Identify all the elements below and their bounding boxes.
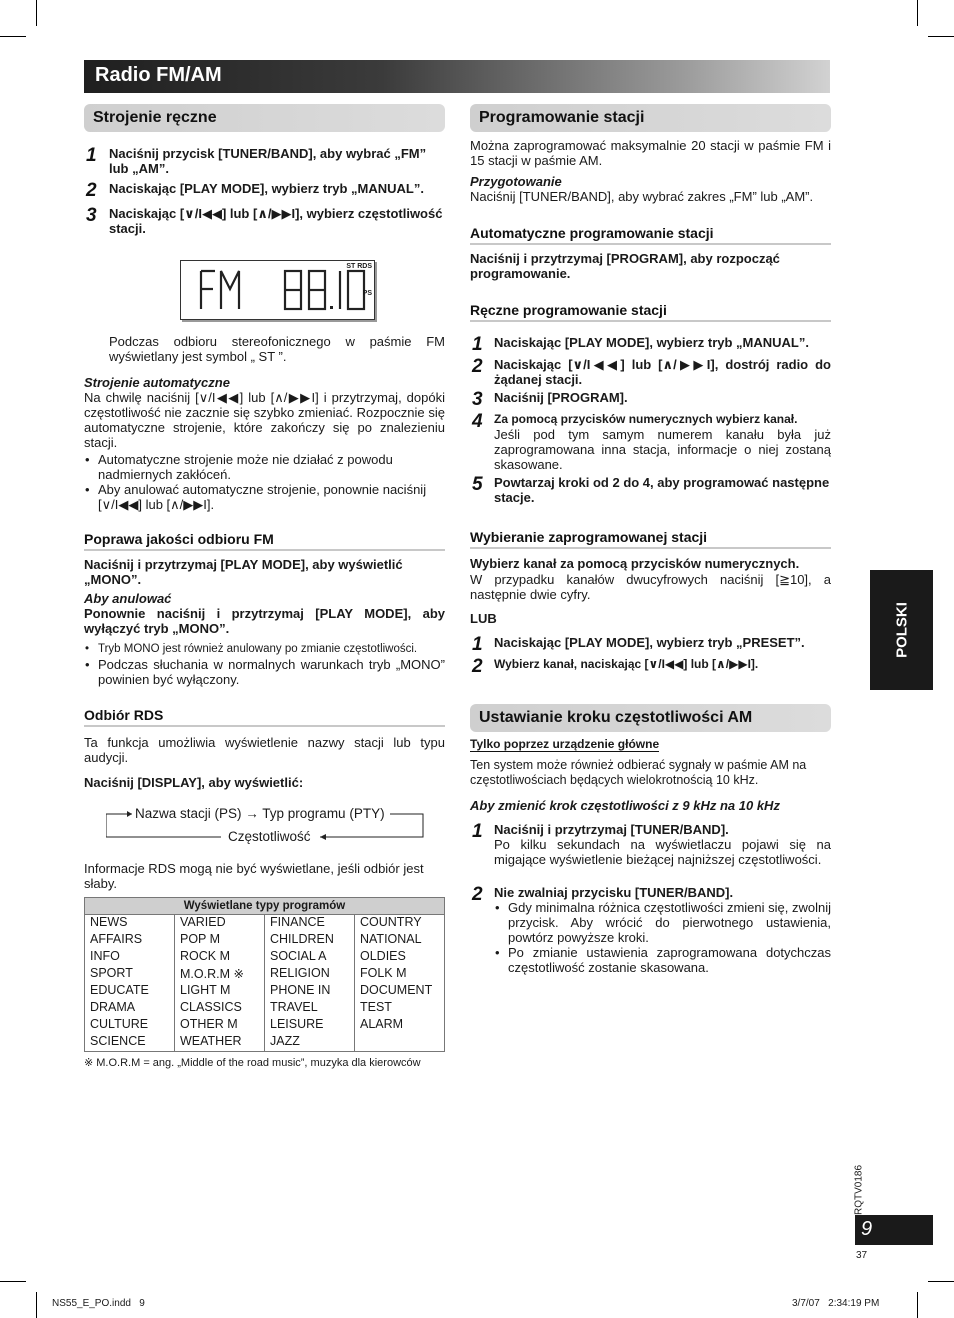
list-item: • Gdy minimalna różnica częstotliwości zmieni się, zwolnij przycisk. Aby wrócić do pierwotnego ustawienia, powtórz powyższe kroki. xyxy=(508,900,831,945)
step-text: Nie zwalniaj przycisku [TUNER/BAND]. xyxy=(494,885,734,900)
step-number: 1 xyxy=(472,821,483,842)
language-tab: POLSKI xyxy=(870,570,933,690)
prep-heading: Przygotowanie xyxy=(470,174,562,189)
step-text: Naciśnij i przytrzymaj [TUNER/BAND]. xyxy=(494,822,729,837)
page-sub-number: 37 xyxy=(856,1250,868,1261)
list-item: • Aby anulować automatyczne strojenie, ponownie naciśnij [∨/I◀◀] lub [∧/▶▶I]. xyxy=(98,482,445,512)
table-cell: LEISURE xyxy=(265,1017,355,1034)
table-row xyxy=(85,932,445,949)
table-cell: LIGHT M xyxy=(175,983,265,1000)
table-cell: FINANCE xyxy=(265,915,355,933)
table-cell: INFO xyxy=(85,949,175,966)
am-step-intro: Ten system może również odbierać sygnały w paśmie AM na częstotliwościach będących wielokrotnością 10 kHz. xyxy=(470,758,807,787)
list-item: • Tryb MONO jest również anulowany po zmianie częstotliwości. xyxy=(98,642,445,657)
step-number: 1 xyxy=(472,634,483,655)
table-cell: OTHER M xyxy=(175,1017,265,1034)
fm-quality-bullets xyxy=(84,642,445,687)
table-cell: DRAMA xyxy=(85,1000,175,1017)
am-step-bullets xyxy=(494,900,831,975)
table-cell: CLASSICS xyxy=(175,1000,265,1017)
page-number-box xyxy=(855,1215,933,1245)
table-row xyxy=(85,949,445,966)
table-cell: ALARM xyxy=(355,1017,445,1034)
table-cell: COUNTRY xyxy=(355,915,445,933)
table-cell: AFFAIRS xyxy=(85,932,175,949)
select-station-heading: Wybieranie zaprogramowanej stacji xyxy=(470,529,831,549)
table-cell: JAZZ xyxy=(265,1034,355,1052)
flow-top-label: Nazwa stacji (PS) → Typ programu (PTY) xyxy=(135,806,385,821)
auto-tuning-bullets xyxy=(84,452,445,512)
list-item: • Automatyczne strojenie może nie działać z powodu nadmiernych zakłóceń. xyxy=(98,452,445,482)
table-cell: VARIED xyxy=(175,915,265,933)
lcd-segments xyxy=(181,261,374,319)
table-row xyxy=(85,966,445,983)
footer-date: 3/7/07 2:34:19 PM xyxy=(792,1298,880,1309)
crop-mark xyxy=(36,0,37,26)
table-cell: POP M xyxy=(175,932,265,949)
crop-mark xyxy=(917,0,918,26)
table-cell: SCIENCE xyxy=(85,1034,175,1052)
step-text: Naciskając [PLAY MODE], wybierz tryb „MANUAL”. xyxy=(494,335,809,350)
step-extra: Jeśli pod tym samym numerem kanału była już zaprogramowana inna stacja, informacje o niej zostaną skasowane. xyxy=(494,427,831,472)
table-row xyxy=(85,1000,445,1017)
step-number: 2 xyxy=(86,180,97,201)
table-cell: PHONE IN xyxy=(265,983,355,1000)
or-label: LUB xyxy=(470,611,497,626)
step-number: 4 xyxy=(472,411,483,432)
doc-code: RQTV0186 xyxy=(853,1164,865,1216)
table-cell: TRAVEL xyxy=(265,1000,355,1017)
table-cell xyxy=(355,1034,445,1052)
program-types-table xyxy=(84,897,445,1052)
table-cell: FOLK M xyxy=(355,966,445,983)
rds-heading: Odbiór RDS xyxy=(84,707,445,727)
crop-mark xyxy=(928,36,954,37)
table-cell: RELIGION xyxy=(265,966,355,983)
table-cell: DOCUMENT xyxy=(355,983,445,1000)
table-row xyxy=(85,983,445,1000)
page-title: Radio FM/AM xyxy=(95,64,222,86)
table-row xyxy=(85,1017,445,1034)
step-text: Naciśnij przycisk [TUNER/BAND], aby wybrać „FM” lub „AM”. xyxy=(109,146,427,176)
lcd-ps: PS xyxy=(362,290,372,297)
flow-bottom-label: Częstotliwość xyxy=(228,829,311,844)
crop-mark xyxy=(36,1292,37,1318)
auto-programming-text: Naciśnij i przytrzymaj [PROGRAM], aby rozpocząć programowanie. xyxy=(470,251,780,281)
list-item: • Po zmianie ustawienia zaprogramowana dotychczas częstotliwość zostanie skasowana. xyxy=(508,945,831,975)
table-cell: EDUCATE xyxy=(85,983,175,1000)
table-cell: M.O.R.M ※ xyxy=(175,966,265,983)
rds-instruction: Naciśnij [DISPLAY], aby wyświetlić: xyxy=(84,775,304,790)
step-number: 5 xyxy=(472,474,483,495)
fm-quality-heading: Poprawa jakości odbioru FM xyxy=(84,531,445,551)
auto-tuning-heading: Strojenie automatyczne xyxy=(84,375,230,390)
step-text: Powtarzaj kroki od 2 do 4, aby programować następne stacje. xyxy=(494,475,830,505)
step-number: 3 xyxy=(86,205,97,226)
step-number: 1 xyxy=(86,145,97,166)
table-cell: NEWS xyxy=(85,915,175,933)
section-heading-am-step: Ustawianie kroku częstotliwości AM xyxy=(470,704,831,732)
crop-mark xyxy=(928,1281,954,1282)
step-text: Naciskając [PLAY MODE], wybierz tryb „PRESET”. xyxy=(494,635,805,650)
auto-programming-heading: Automatyczne programowanie stacji xyxy=(470,225,831,245)
manual-programming-heading: Ręczne programowanie stacji xyxy=(470,302,831,322)
step-text: Wybierz kanał, naciskając [∨/I◀◀] lub [∧/▶▶I]. xyxy=(494,657,759,671)
step-number: 2 xyxy=(472,356,483,377)
section-heading-manual-tuning: Strojenie ręczne xyxy=(84,104,445,132)
step-text: Naciskając [PLAY MODE], wybierz tryb „MANUAL”. xyxy=(109,181,424,196)
cancel-text: Ponownie naciśnij i przytrzymaj [PLAY MODE], aby wyłączyć tryb „MONO”. xyxy=(84,606,445,636)
step-number: 2 xyxy=(472,884,483,905)
list-item: • Podczas słuchania w normalnych warunkach tryb „MONO” powinien być wyłączony. xyxy=(98,657,445,687)
table-cell: WEATHER xyxy=(175,1034,265,1052)
table-cell: SOCIAL A xyxy=(265,949,355,966)
table-header: Wyświetlane typy programów xyxy=(85,898,445,915)
table-cell: ROCK M xyxy=(175,949,265,966)
table-cell: SPORT xyxy=(85,966,175,983)
table-row xyxy=(85,915,445,933)
fm-quality-instruction: Naciśnij i przytrzymaj [PLAY MODE], aby wyświetlić „MONO”. xyxy=(84,557,403,587)
rds-flow-diagram xyxy=(106,805,424,845)
lcd-st-rds: ST RDS xyxy=(346,263,372,270)
step-text: Naciśnij [PROGRAM]. xyxy=(494,390,628,405)
title-banner xyxy=(84,60,830,93)
crop-mark xyxy=(917,1292,918,1318)
stereo-note: Podczas odbioru stereofonicznego w paśmie FM wyświetlany jest symbol „ ST ”. xyxy=(109,334,445,364)
footer-file: NS55_E_PO.indd 9 xyxy=(52,1298,145,1309)
cancel-heading: Aby anulować xyxy=(84,591,172,606)
step-extra: Po kilku sekundach na wyświetlaczu pojawi się na migające wyświetlenie bieżącej najniższej częstotliwości. xyxy=(494,837,831,867)
step-number: 3 xyxy=(472,389,483,410)
prep-text: Naciśnij [TUNER/BAND], aby wybrać zakres „FM” lub „AM”. xyxy=(470,189,814,204)
crop-mark xyxy=(0,1281,26,1282)
lcd-display xyxy=(180,260,375,320)
rds-intro: Ta funkcja umożliwia wyświetlenie nazwy stacji lub typu audycji. xyxy=(84,735,445,765)
table-row xyxy=(85,1034,445,1052)
table-cell: NATIONAL xyxy=(355,932,445,949)
page-number: 9 xyxy=(861,1218,873,1240)
crop-mark xyxy=(0,36,26,37)
rds-note: Informacje RDS mogą nie być wyświetlane, jeśli odbiór jest słaby. xyxy=(84,861,424,891)
select-station-text: Wybierz kanał za pomocą przycisków numerycznych. xyxy=(470,556,800,571)
table-cell: TEST xyxy=(355,1000,445,1017)
programming-intro: Można zaprogramować maksymalnie 20 stacji w paśmie FM i 15 stacji w paśmie AM. xyxy=(470,138,831,168)
change-step-heading: Aby zmienić krok częstotliwości z 9 kHz na 10 kHz xyxy=(470,798,780,813)
only-main-unit: Tylko poprzez urządzenie główne xyxy=(470,737,660,751)
table-cell: CULTURE xyxy=(85,1017,175,1034)
select-station-extra: W przypadku kanałów dwucyfrowych naciśnij [≧10], a następnie dwie cyfry. xyxy=(470,572,831,602)
table-cell: CHILDREN xyxy=(265,932,355,949)
step-text: Naciskając [∨/I◀◀] lub [∧/▶▶I], wybierz częstotliwość stacji. xyxy=(109,206,443,236)
step-text: Za pomocą przycisków numerycznych wybierz kanał. xyxy=(494,412,798,426)
table-footnote: ※ M.O.R.M = ang. „Middle of the road music”, muzyka dla kierowców xyxy=(84,1057,421,1069)
auto-tuning-text: Na chwilę naciśnij [∨/I◀◀] lub [∧/▶▶I] i przytrzymaj, dopóki częstotliwość nie zacznie się szybko zmieniać. Rozpocznie się automatyczne strojenie, które zakończy się po znalezieniu stacji. xyxy=(84,390,445,450)
step-number: 1 xyxy=(472,334,483,355)
table-cell: OLDIES xyxy=(355,949,445,966)
step-number: 2 xyxy=(472,656,483,677)
section-heading-programming: Programowanie stacji xyxy=(470,104,831,132)
step-text: Naciskając [∨/I◀◀] lub [∧/▶▶I], dostrój radio do żądanej stacji. xyxy=(494,357,831,387)
